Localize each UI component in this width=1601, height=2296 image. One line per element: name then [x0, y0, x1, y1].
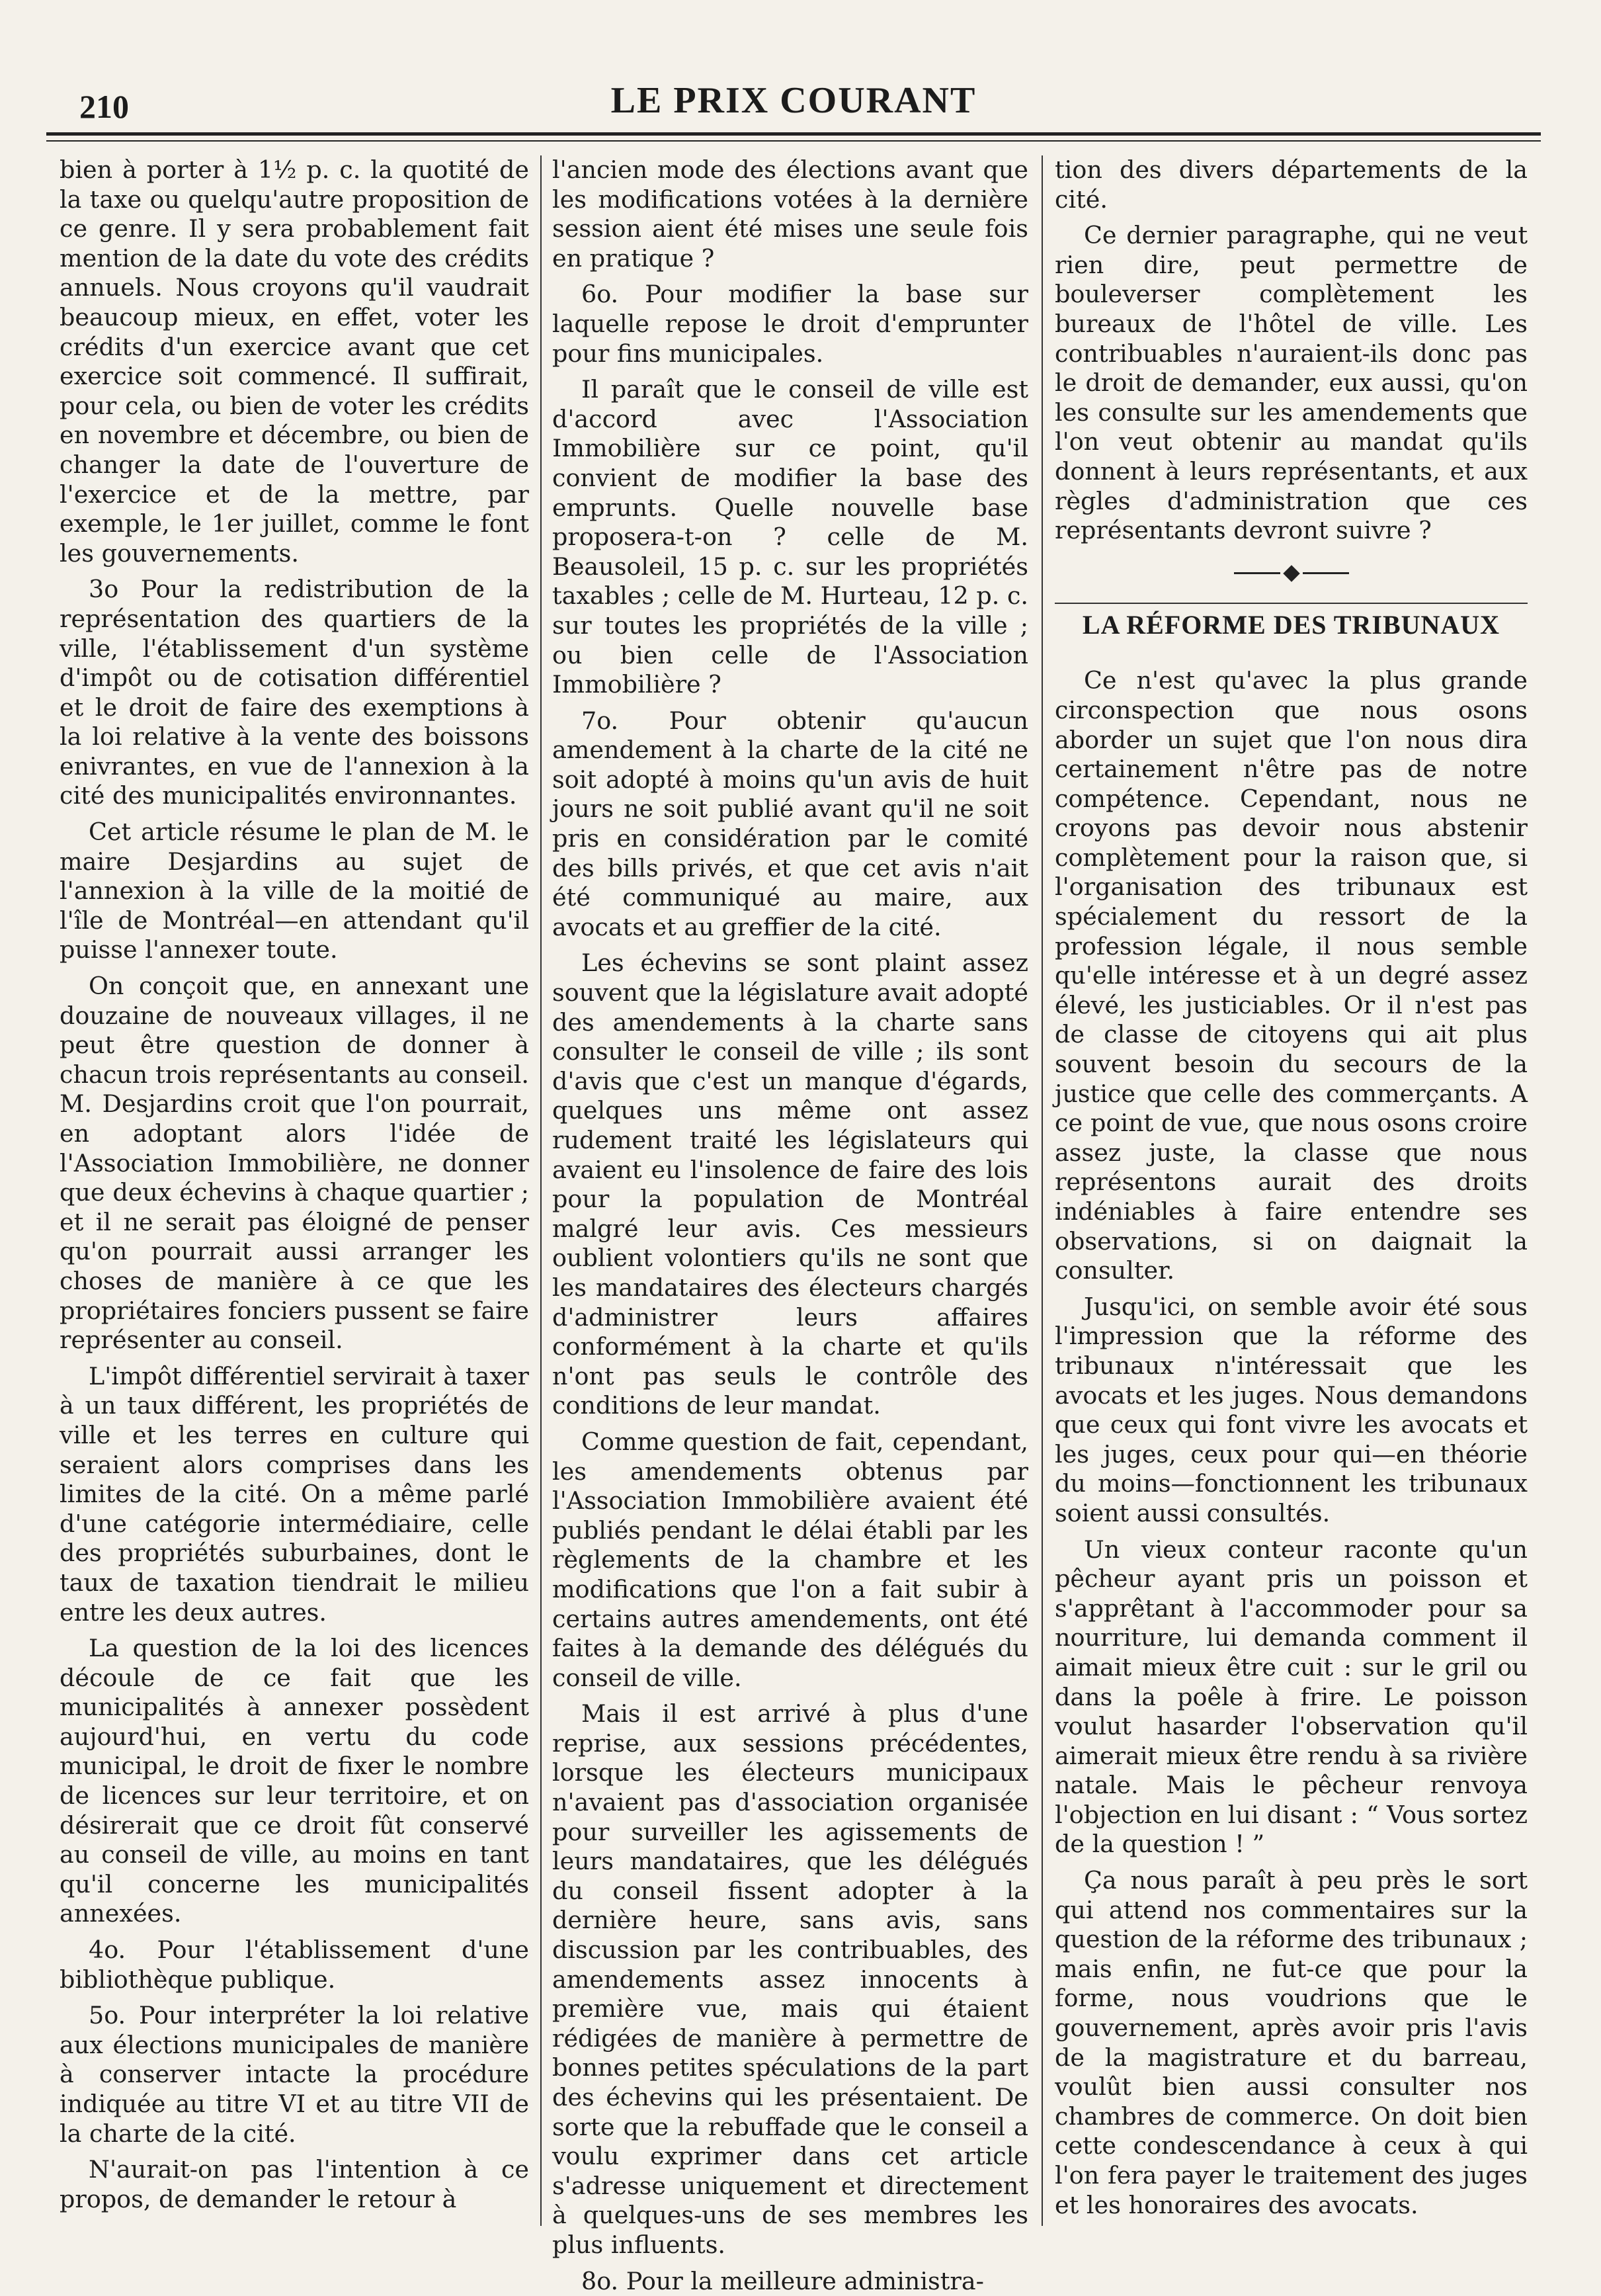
paragraph: Cet article résume le plan de M. le maire Desjardins au sujet de l'annexion à la ville de la moitié de l'île de Montréal—en attendant qu'il puisse l'annexer toute. [60, 818, 529, 964]
newspaper-page [46, 26, 1541, 2295]
article-columns [60, 155, 1534, 2295]
column-divider [540, 155, 542, 2226]
page-number: 210 [79, 88, 129, 125]
paragraph: Ce dernier paragraphe, qui ne veut rien dire, peut permettre de bouleverser complètement les bureaux de l'hôtel de ville. Les contribuables n'auraient-ils donc pas le droit de demander, eux aussi, qu'on les consulte sur les amendements que l'on veut obtenir au mandat qu'ils donnent à leurs représentants, et aux règles d'administration que ces représentants devront suivre ? [1055, 221, 1528, 545]
paragraph: 3o Pour la redistribution de la représentation des quartiers de la ville, l'établissement d'un système d'impôt ou de cotisation différentiel et le droit de faire des exemptions à la loi relative à la vente des boissons enivrantes, en vue de l'annexion à la cité des municipalités environnantes. [60, 575, 529, 810]
header-rule-thick [46, 132, 1541, 136]
column-1 [60, 155, 529, 2226]
paragraph: Ça nous paraît à peu près le sort qui attend nos commentaires sur la question de la réforme des tribunaux ; mais enfin, ne fut-ce que pour la forme, nous voudrions que le gouvernement, après avoir pris l'avis de la magistrature et du barreau, voulût bien aussi consulter nos chambres de commerce. On doit bien cette condescendance à ceux à qui l'on fera payer le traitement des juges et les honoraires des avocats. [1055, 1866, 1528, 2219]
paragraph: l'ancien mode des élections avant que les modifications votées à la dernière session aient été mises une seule fois en pratique ? [552, 155, 1028, 273]
paragraph: On conçoit que, en annexant une douzaine de nouveaux villages, il ne peut être question de donner à chacun trois représentants au conseil. M. Desjardins croit que l'on pourrait, en adoptant alors l'idée de l'Association Immobilière, ne donner que deux échevins à chaque quartier ; et il ne serait pas éloigné de penser qu'on pourrait aussi arranger les choses de manière à ce que les propriétaires fonciers pussent se faire représenter au conseil. [60, 972, 529, 1355]
paragraph: Ce n'est qu'avec la plus grande circonspection que nous osons aborder un sujet que l'on nous dira certainement n'être pas de notre compétence. Cependant, nous ne croyons pas devoir nous abstenir complètement pour la raison que, si l'organisation des tribunaux est spécialement du ressort de la profession légale, il nous semble qu'elle intéresse et à un degré assez élevé, les justiciables. Or il n'est pas de classe de citoyens qui ait plus souvent besoin du secours de la justice que celle des commerçants. A ce point de vue, que nous osons croire assez juste, la classe que nous représentons aurait des droits indéniables à faire entendre ses observations, si on daignait la consulter. [1055, 666, 1528, 1285]
paragraph: Un vieux conteur raconte qu'un pêcheur ayant pris un poisson et s'apprêtant à l'accommoder pour sa nourriture, lui demanda comment il aimait mieux être cuit : sur le gril ou dans la poêle à frire. Le poisson voulut hasarder l'observation qu'il aimerait mieux être rendu à sa rivière natale. Mais le pêcheur renvoya l'objection en lui disant : “ Vous sortez de la question ! ” [1055, 1535, 1528, 1859]
paragraph: 7o. Pour obtenir qu'aucun amendement à la charte de la cité ne soit adopté à moins qu'un avis de huit jours ne soit publié avant qu'il ne soit pris en considération par le comité des bills privés, et que cet avis n'ait été communiqué au maire, aux avocats et au greffier de la cité. [552, 706, 1028, 941]
paragraph: bien à porter à 1½ p. c. la quotité de la taxe ou quelqu'autre proposition de ce genre. Il y sera probablement fait mention de la date du vote des crédits annuels. Nous croyons qu'il vaudrait beaucoup mieux, en effet, voter les crédits d'un exercice avant que cet exercice soit commencé. Il suffirait, pour cela, ou bien de voter les crédits en novembre et décembre, ou bien de changer la date de l'ouverture de l'exercice et de la mettre, par exemple, le 1er juillet, comme le font les gouvernements. [60, 155, 529, 568]
paragraph: N'aurait-on pas l'intention à ce propos, de demander le retour à [60, 2155, 529, 2213]
paragraph: Jusqu'ici, on semble avoir été sous l'impression que la réforme des tribunaux n'intéressait que les avocats et les juges. Nous demandons que ceux qui font vivre les avocats et les juges, ceux pour qui—en théorie du moins—fonctionnent les tribunaux soient aussi consultés. [1055, 1292, 1528, 1527]
paragraph: La question de la loi des licences découle de ce fait que les municipalités à annexer possèdent aujourd'hui, en vertu du code municipal, le droit de fixer le nombre de licences sur leur territoire, et on désirerait que ce droit fût conservé au conseil de ville, au moins en tant qu'il concerne les municipalités annexées. [60, 1634, 529, 1928]
column-divider [1042, 155, 1043, 2226]
section-divider-ornament [1055, 563, 1528, 583]
paragraph: tion des divers départements de la cité. [1055, 155, 1528, 214]
paragraph: 4o. Pour l'établissement d'une bibliothèque publique. [60, 1935, 529, 1994]
running-title: LE PRIX COURANT [610, 80, 977, 121]
paragraph: 8o. Pour la meilleure administra- [581, 2266, 984, 2295]
page-header [46, 53, 1541, 126]
paragraph: 6o. Pour modifier la base sur laquelle repose le droit d'emprunter pour fins municipales. [552, 280, 1028, 368]
header-rule-thin [46, 140, 1541, 142]
column-3 [1055, 155, 1528, 2226]
paragraph: Mais il est arrivé à plus d'une reprise, aux sessions précédentes, lorsque les électeurs municipaux n'avaient pas d'association organisée pour surveiller les agissements de leurs mandataires, que les délégués du conseil fissent adopter à la dernière heure, sans avis, sans discussion par les contribuables, des amendements assez innocents à première vue, mais qui étaient rédigées de manière à permettre de bonnes petites spéculations de la part des échevins qui les présentaient. De sorte que la rebuffade que le conseil a voulu exprimer dans cet article s'adresse uniquement et directement à quelques-uns de ses membres les plus influents. [552, 1699, 1028, 2259]
paragraph: Les échevins se sont plaint assez souvent que la législature avait adopté des amendements à la charte sans consulter le conseil de ville ; ils sont d'avis que c'est un manque d'égards, quelques uns même ont assez rudement traité les législateurs qui avaient eu l'insolence de faire des lois pour la population de Montréal malgré leur avis. Ces messieurs oublient volontiers qu'ils ne sont que les mandataires des électeurs chargés d'administrer leurs affaires conformément à la charte et qu'ils n'ont pas seuls le contrôle des conditions de leur mandat. [552, 949, 1028, 1420]
paragraph: Il paraît que le conseil de ville est d'accord avec l'Association Immobilière sur ce point, qu'il convient de modifier la base des emprunts. Quelle nouvelle base proposera-t-on ? celle de M. Beausoleil, 15 p. c. sur les propriétés taxables ; celle de M. Hurteau, 12 p. c. sur toutes les propriétés de la ville ; ou bien celle de l'Association Immobilière ? [552, 375, 1028, 699]
paragraph: L'impôt différentiel servirait à taxer à un taux différent, les propriétés de ville et les terres en culture qui seraient alors comprises dans les limites de la cité. On a même parlé d'une catégorie intermédiaire, celle des propriétés suburbaines, dont le taux de taxation tiendrait le milieu entre les deux autres. [60, 1361, 529, 1627]
paragraph: 5o. Pour interpréter la loi relative aux élections municipales de manière à conserver intacte la procédure indiquée au titre VI et au titre VII de la charte de la cité. [60, 2001, 529, 2148]
column-2 [552, 155, 1028, 2295]
paragraph: Comme question de fait, cependant, les amendements obtenus par l'Association Immobilière avaient été publiés pendant le délai établi par les règlements de la chambre et les modifications que l'on a fait subir à certains autres amendements, ont été faites à la demande des délégués du conseil de ville. [552, 1427, 1028, 1692]
section-title: LA RÉFORME DES TRIBUNAUX [1055, 603, 1528, 640]
